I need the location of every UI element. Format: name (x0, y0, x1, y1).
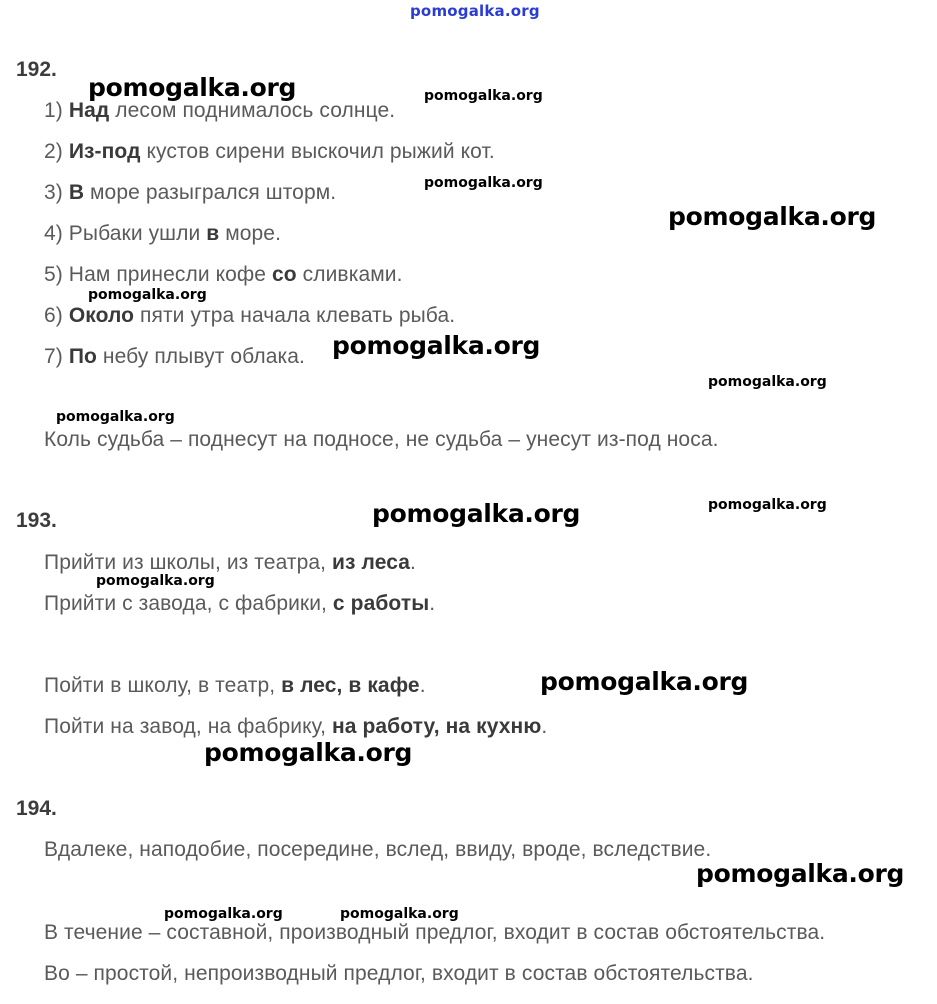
site-watermark-top: pomogalka.org (410, 2, 540, 20)
line-to-work: Пойти на завод, на фабрику, на работу, на кухню. (44, 715, 548, 738)
watermark-1: pomogalka.org (88, 73, 297, 102)
watermark-3: pomogalka.org (424, 175, 543, 191)
exercise-194-number: 194. (16, 797, 57, 820)
sentence-1: 1) Над лесом поднималось солнце. (44, 99, 396, 122)
watermark-5: pomogalka.org (88, 287, 207, 303)
line-to-forest: Пойти в школу, в театр, в лес, в кафе. (44, 674, 426, 697)
line-from-forest: Прийти из школы, из театра, из леса. (44, 551, 416, 574)
sentence-2: 2) Из-под кустов сирени выскочил рыжий кот. (44, 140, 495, 163)
watermark-10: pomogalka.org (372, 499, 581, 528)
watermark-2: pomogalka.org (424, 88, 543, 104)
words-line: Вдалеке, наподобие, посередине, вслед, ввиду, вроде, вследствие. (44, 838, 712, 861)
sentence-6: 6) Около пяти утра начала клевать рыба. (44, 304, 456, 327)
watermark-12: pomogalka.org (540, 667, 749, 696)
proverb: Коль судьба – поднесут на подносе, не судьба – унесут из-под носа. (44, 428, 719, 451)
exercise-192-number: 192. (16, 58, 57, 81)
watermark-9: pomogalka.org (708, 497, 827, 513)
line-from-work: Прийти с завода, с фабрики, с работы. (44, 592, 436, 615)
watermark-13: pomogalka.org (204, 738, 413, 767)
exercise-193-number: 193. (16, 509, 57, 532)
watermark-14: pomogalka.org (696, 859, 905, 888)
watermark-15: pomogalka.org (164, 906, 283, 922)
watermark-6: pomogalka.org (332, 331, 541, 360)
watermark-7: pomogalka.org (708, 374, 827, 390)
sentence-5: 5) Нам принесли кофе со сливками. (44, 263, 403, 286)
sentence-7: 7) По небу плывут облака. (44, 345, 305, 368)
sentence-3: 3) В море разыгрался шторм. (44, 181, 337, 204)
analysis-v-techenie: В течение – составной, производный предлог, входит в состав обстоятельства. (44, 921, 826, 944)
watermark-16: pomogalka.org (340, 906, 459, 922)
analysis-vo: Во – простой, непроизводный предлог, входит в состав обстоятельства. (44, 962, 754, 985)
watermark-11: pomogalka.org (96, 573, 215, 589)
watermark-8: pomogalka.org (56, 409, 175, 425)
sentence-4: 4) Рыбаки ушли в море. (44, 222, 282, 245)
watermark-4: pomogalka.org (668, 202, 877, 231)
